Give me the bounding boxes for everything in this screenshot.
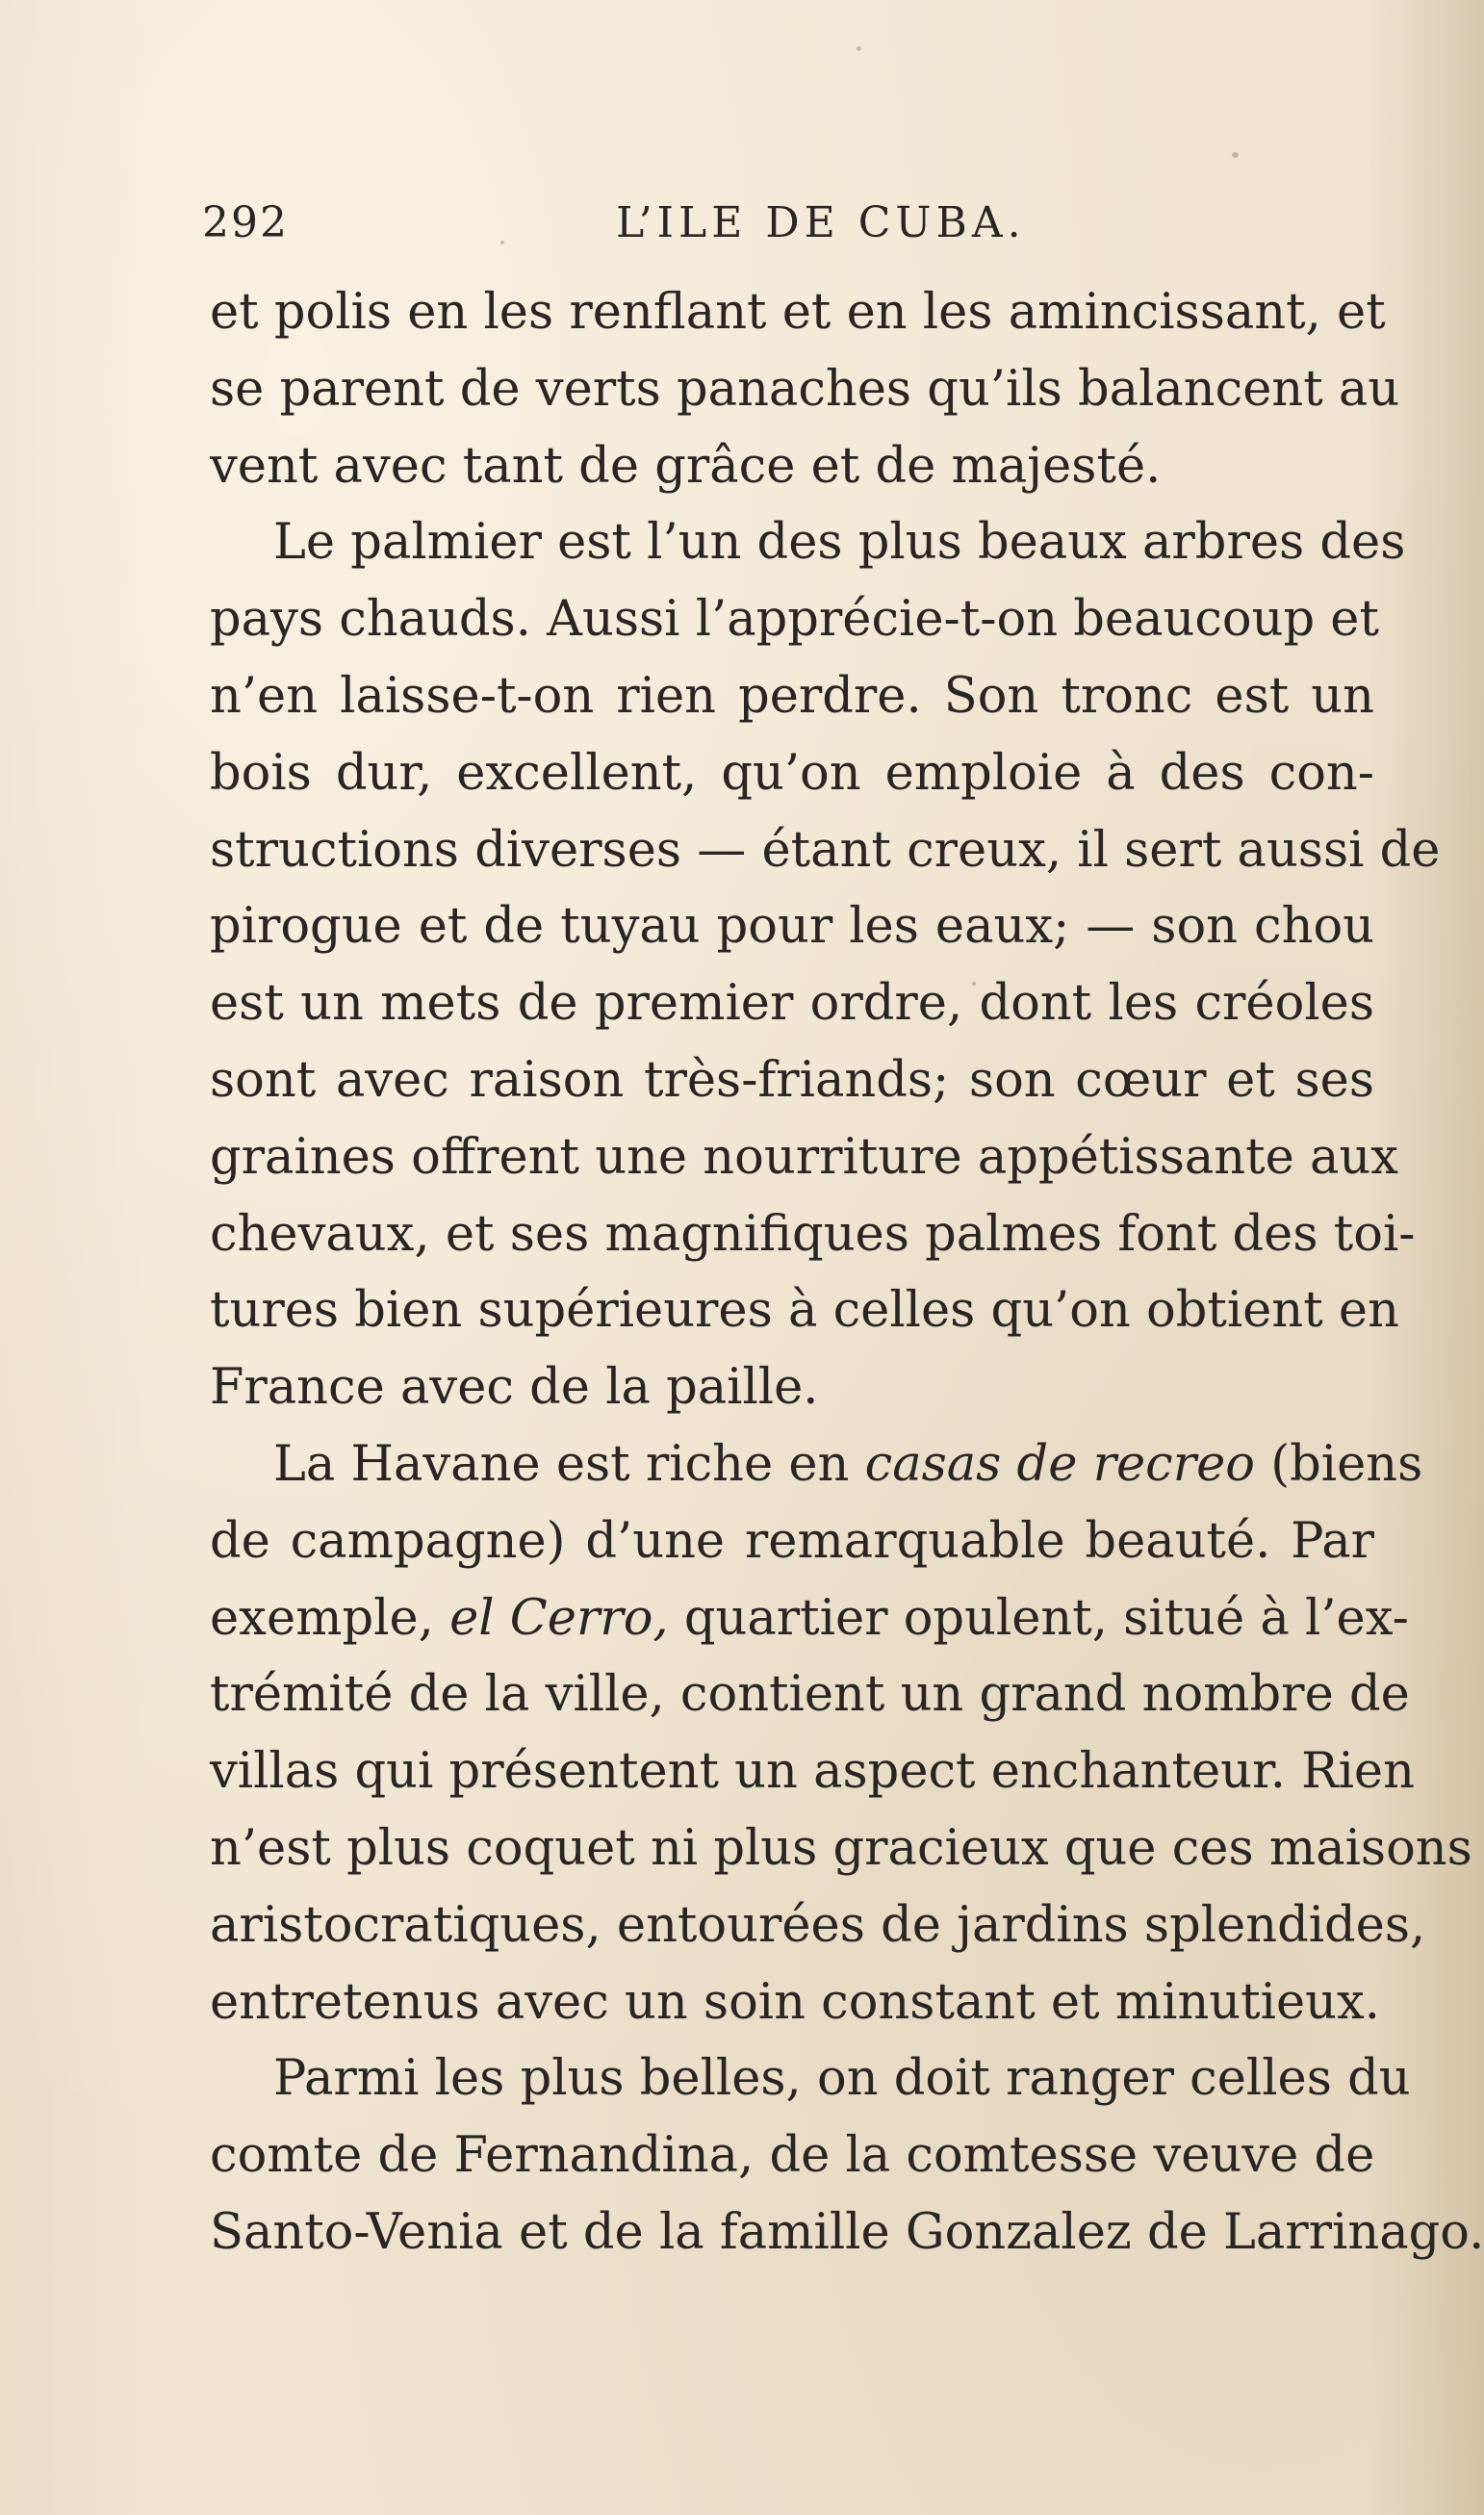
- text-run: n’est plus coquet ni plus gracieux que ces maisons: [210, 1819, 1472, 1877]
- text-line: [210, 2194, 1484, 2271]
- text-line: [210, 1810, 1472, 1887]
- text-run: n’en laisse-t-on rien perdre. Son tronc est un: [210, 667, 1374, 725]
- text-line: [210, 888, 1374, 965]
- text-line: [210, 581, 1379, 658]
- italic-text: el Cerro,: [449, 1589, 669, 1647]
- text-run: pirogue et de tuyau pour les eaux; — son chou: [210, 898, 1374, 956]
- text-run: Le palmier est l’un des plus beaux arbres des: [273, 514, 1406, 572]
- text-line: [210, 274, 1386, 351]
- text-run: se parent de verts panaches qu’ils balancent au: [210, 360, 1400, 418]
- text-line: [210, 1426, 1423, 1503]
- text-run: France avec de la paille.: [210, 1359, 819, 1417]
- text-line: [210, 2117, 1374, 2194]
- text-run: bois dur, excellent, qu’on emploie à des con-: [210, 744, 1374, 802]
- text-run: comte de Fernandina, de la comtesse veuve de: [210, 2127, 1375, 2185]
- text-run: quartier opulent, situé à l’ex-: [668, 1589, 1409, 1647]
- text-line: [210, 658, 1374, 735]
- text-run: exemple,: [210, 1589, 450, 1647]
- text-line: [210, 2040, 1411, 2117]
- text-run: Santo-Venia et de la famille Gonzalez de Larrinago.: [210, 2203, 1484, 2261]
- text-line: [210, 1196, 1416, 1273]
- body-text: [210, 274, 1484, 2271]
- text-run: La Havane est riche en: [273, 1435, 865, 1493]
- text-run: structions diverses — étant creux, il sert aussi de: [210, 821, 1441, 879]
- text-line: [210, 1272, 1399, 1349]
- text-run: et polis en les renflant et en les amincissant, et: [210, 284, 1386, 341]
- paragraph: [210, 504, 1441, 1426]
- paragraph: [210, 1426, 1472, 2040]
- text-line: [210, 428, 1374, 505]
- text-run: de campagne) d’une remarquable beauté. Par: [210, 1512, 1374, 1570]
- text-line: [210, 1887, 1426, 1964]
- text-line: [210, 504, 1406, 581]
- text-line: [210, 351, 1400, 428]
- running-header: [202, 194, 1384, 252]
- text-line: [210, 1656, 1410, 1733]
- text-run: aristocratiques, entourées de jardins splendides,: [210, 1896, 1426, 1954]
- text-line: [210, 1580, 1409, 1657]
- text-line: [210, 1349, 1374, 1426]
- page-number: 292: [202, 198, 289, 247]
- text-run: sont avec raison très-friands; son cœur et ses: [210, 1051, 1374, 1109]
- text-line: [210, 1733, 1415, 1810]
- text-line: [210, 735, 1374, 812]
- text-run: graines offrent une nourriture appétissante aux: [210, 1128, 1399, 1186]
- text-run: entretenus avec un soin constant et minutieux.: [210, 1973, 1380, 2031]
- text-run: trémité de la ville, contient un grand nombre de: [210, 1666, 1410, 1724]
- paper-speck: [857, 46, 861, 51]
- text-line: [210, 1503, 1374, 1580]
- running-title: L’ILE DE CUBA.: [616, 198, 1026, 247]
- text-run: pays chauds. Aussi l’apprécie-t-on beaucoup et: [210, 591, 1379, 649]
- text-run: (biens: [1255, 1435, 1423, 1493]
- italic-text: casas de recreo: [864, 1435, 1255, 1493]
- text-run: vent avec tant de grâce et de majesté.: [210, 437, 1162, 495]
- text-run: est un mets de premier ordre, dont les créoles: [210, 975, 1374, 1033]
- text-line: [210, 1964, 1380, 2041]
- text-run: chevaux, et ses magnifiques palmes font des toi-: [210, 1205, 1416, 1263]
- text-line: [210, 965, 1374, 1042]
- text-line: [210, 1042, 1374, 1119]
- paragraph: [210, 2040, 1484, 2271]
- text-line: [210, 1119, 1399, 1196]
- text-line: [210, 812, 1441, 889]
- paper-speck: [1232, 152, 1239, 158]
- text-run: Parmi les plus belles, on doit ranger celles du: [273, 2050, 1411, 2108]
- paragraph: [210, 274, 1400, 504]
- text-run: tures bien supérieures à celles qu’on obtient en: [210, 1282, 1399, 1340]
- text-run: villas qui présentent un aspect enchanteur. Rien: [210, 1743, 1415, 1801]
